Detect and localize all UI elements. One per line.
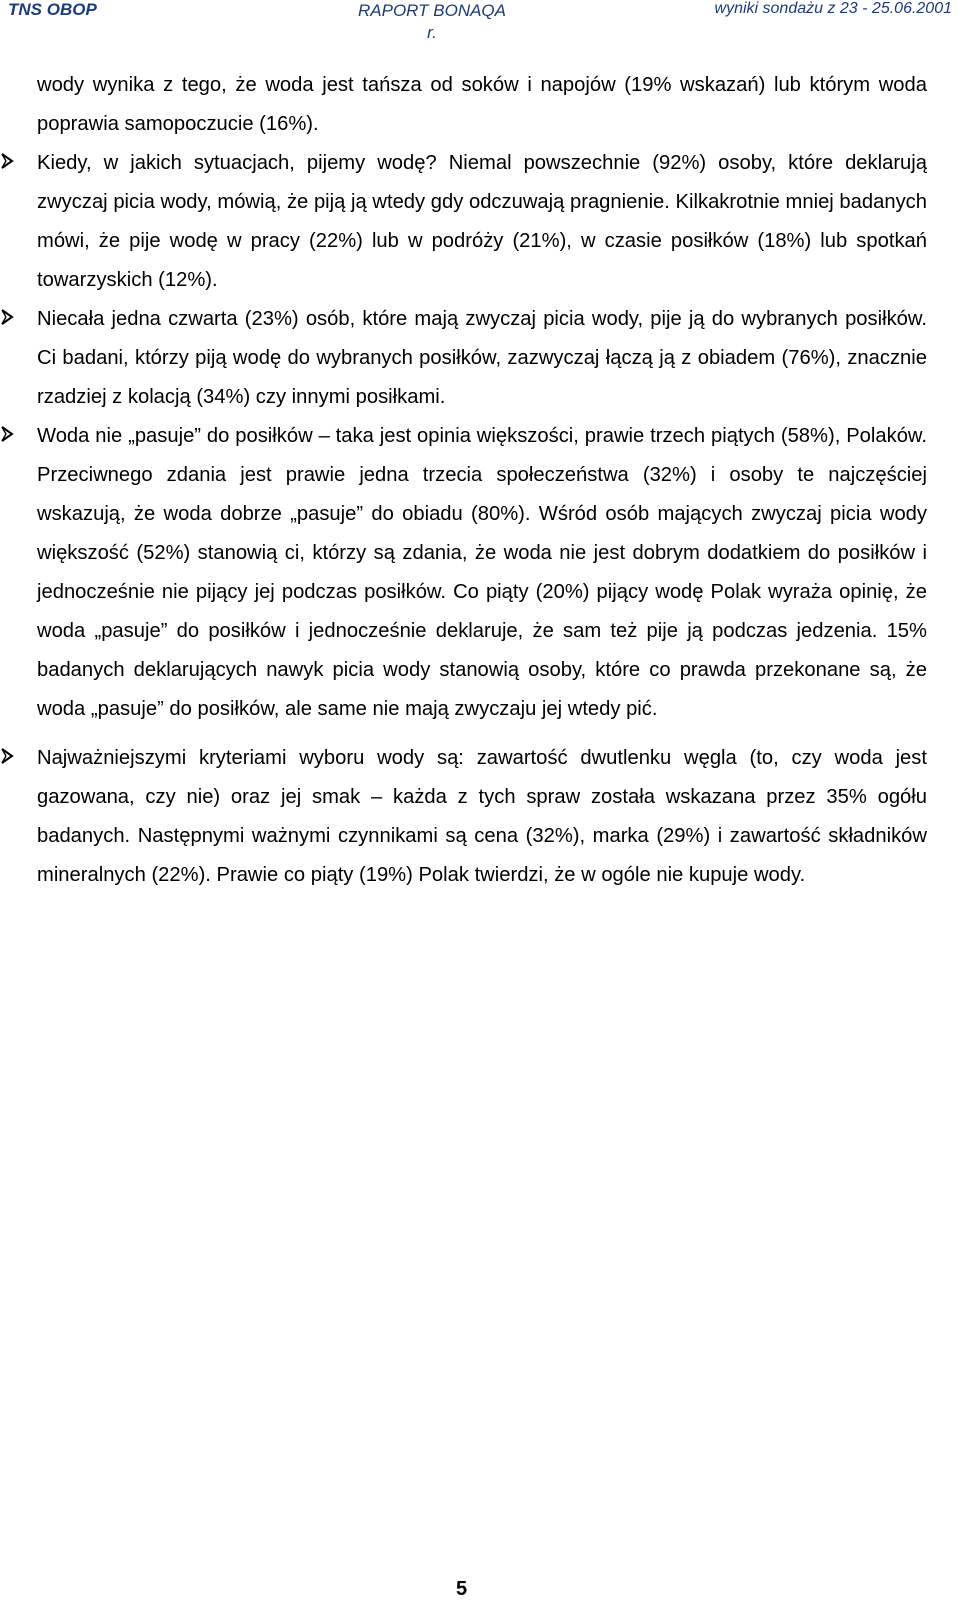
bullet-text: Woda nie „pasuje” do posiłków – taka jest opinia większości, prawie trzech piątych (58%), Polaków. Przeciwnego zdania jest prawie jedna trzecia społeczeństwa (32%) i osoby te najczęściej wskazują, że woda dobrze „pasuje” do obiadu (80%). Wśród osób mających zwyczaj picia wody większość (52%) stanowią ci, którzy są zdania, że woda nie jest dobrym dodatkiem do posiłków i jednocześnie nie pijący jej podczas posiłków. Co piąty (20%) pijący wodę Polak wyraża opinię, że woda „pasuje” do posiłków i jednocześnie deklaruje, że sam też pije ją podczas jedzenia. 15% badanych deklarujących nawyk picia wody stanowią osoby, które co prawda przekonane są, że woda „pasuje” do posiłków, ale same nie mają zwyczaju jej wtedy pić. [37,425,927,720]
bullet-text: Niecała jedna czwarta (23%) osób, które mają zwyczaj picia wody, pije ją do wybranych posiłków. Ci badani, którzy piją wodę do wybranych posiłków, zazwyczaj łączą ją z obiadem (76%), znacznie rzadziej z kolacją (34%) czy innymi posiłkami. [37,308,927,408]
header-organization: TNS OBOP [8,0,97,19]
bullet-item [37,144,927,300]
bullet-item [37,300,927,417]
header-survey-date: wyniki sondażu z 23 - 25.06.2001 [714,0,952,17]
arrowhead-bullet-icon [0,309,14,325]
page-header [0,0,960,44]
page-number: 5 [456,1578,468,1600]
header-report-title: RAPORT BONAQA r. [358,1,506,42]
bullet-text: Najważniejszymi kryteriami wyboru wody są: zawartość dwutlenku węgla (to, czy woda jest gazowana, czy nie) oraz jej smak – każda z tych spraw została wskazana przez 35% ogółu badanych. Następnymi ważnymi czynnikami są cena (32%), marka (29%) i zawartość składników mineralnych (22%). Prawie co piąty (19%) Polak twierdzi, że w ogóle nie kupuje wody. [37,747,927,886]
bullet-text: Kiedy, w jakich sytuacjach, pijemy wodę? Niemal powszechnie (92%) osoby, które deklarują zwyczaj picia wody, mówią, że piją ją wtedy gdy odczuwają pragnienie. Kilkakrotnie mniej badanych mówi, że pije wodę w pracy (22%) lub w podróży (21%), w czasie posiłków (18%) lub spotkań towarzyskich (12%). [37,152,927,291]
intro-paragraph: wody wynika z tego, że woda jest tańsza od soków i napojów (19% wskazań) lub którym woda poprawia samopoczucie (16%). [37,74,927,135]
document-body [37,66,927,895]
bullet-item [37,739,927,895]
arrowhead-bullet-icon [0,748,14,764]
arrowhead-bullet-icon [0,426,14,442]
bullet-item [37,417,927,729]
arrowhead-bullet-icon [0,153,14,169]
